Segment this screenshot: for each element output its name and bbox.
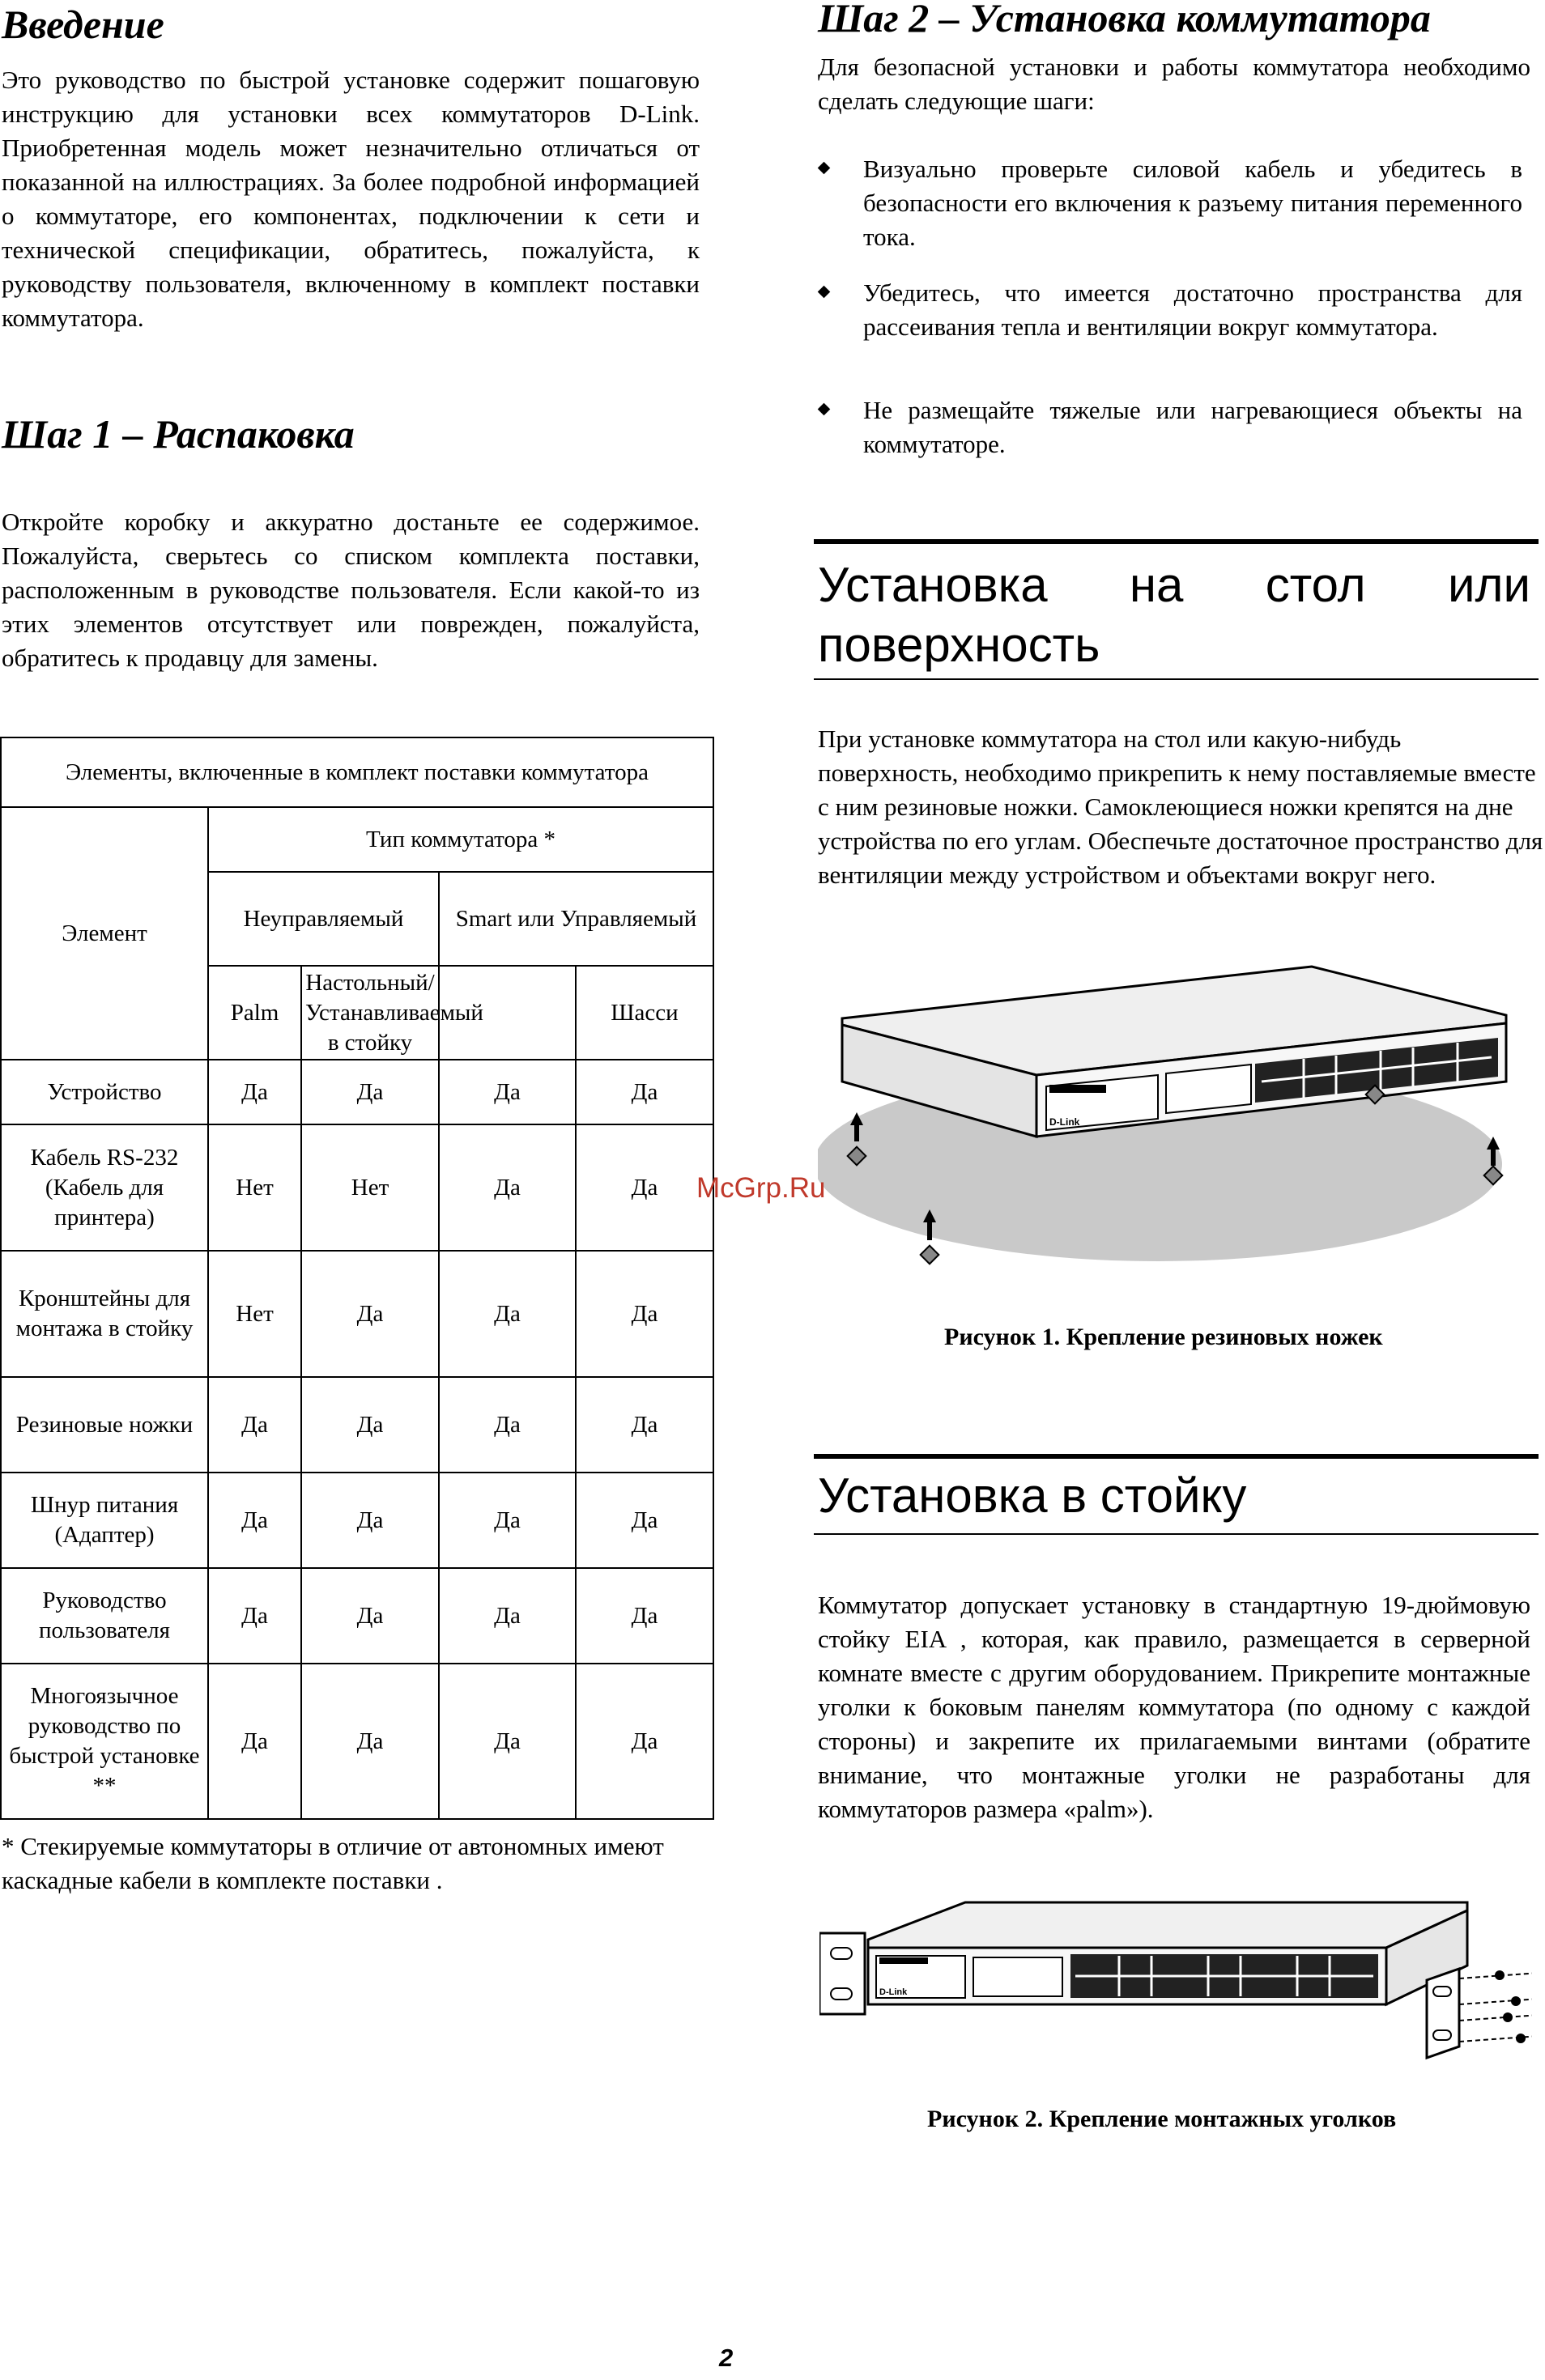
intro-paragraph: Это руководство по быстрой установке содержит пошаговую инструкцию для установки всех коммутаторов D-Link. Приобретенная модель может незначительно отличаться от показанной на иллюстрациях. За более подробной информацией о коммутаторе, его компонентах, подключении к сети и технической спецификации, обратитесь, пожалуйста, к руководству пользователя, включенному в комплект поставки коммутатора. — [2, 66, 700, 332]
table-row — [1, 1473, 713, 1568]
table-cell: Да — [576, 1568, 713, 1664]
switch-blank-panel — [973, 1957, 1062, 1996]
col-smart-header: Smart или Управляемый — [439, 872, 713, 966]
row-label: Устройство — [1, 1060, 208, 1124]
table-cell: Да — [208, 1377, 301, 1473]
switch-blank-panel — [1166, 1065, 1251, 1113]
rack-bracket-right — [1427, 1969, 1459, 2058]
step1-heading: Шаг 1 – Распаковка — [2, 411, 355, 457]
row-label: Кронштейны для монтажа в стойку — [1, 1251, 208, 1377]
table-cell: Да — [439, 1568, 576, 1664]
table-cell: Да — [301, 1060, 439, 1124]
screw-icon — [1495, 1970, 1526, 2043]
section-rule-top — [814, 1454, 1539, 1459]
step2-heading: Шаг 2 – Установка коммутатора — [818, 0, 1431, 40]
row-label: Руководство пользователя — [1, 1568, 208, 1664]
table-cell: Да — [439, 1664, 576, 1819]
table-cell: Да — [439, 1124, 576, 1251]
row-label: Многоязычное руководство по быстрой установке ** — [1, 1664, 208, 1819]
table-cell: Да — [301, 1568, 439, 1664]
figure1-desk-install — [818, 946, 1530, 1286]
col-element-header: Элемент — [1, 807, 208, 1060]
watermark: McGrp.Ru — [696, 1172, 826, 1204]
rack-bracket-left — [819, 1933, 865, 2014]
table-cell: Нет — [208, 1251, 301, 1377]
table-title: Элементы, включенные в комплект поставки коммутатора — [1, 737, 713, 807]
table-cell: Да — [208, 1664, 301, 1819]
table-cell: Да — [439, 1473, 576, 1568]
screw-guide-lines — [1459, 1969, 1532, 2042]
diamond-bullet-icon — [818, 286, 831, 299]
table-row — [1, 1568, 713, 1664]
table-cell: Да — [576, 1124, 713, 1251]
desk-paragraph: При установке коммутатора на стол или какую-нибудь поверхность, необходимо прикрепить к нему поставляемые вместе с ним резиновые ножки. Самоклеющиеся ножки крепятся на дне устройства по его углам. Обеспечьте достаточное пространство для вентиляции между устройством и объектами вокруг него. — [818, 725, 1543, 889]
table-cell: Да — [301, 1377, 439, 1473]
bullet-item: Не размещайте тяжелые или нагревающиеся объекты на коммутаторе. — [819, 393, 1522, 461]
switch-model-label — [1049, 1085, 1106, 1093]
page-number: 2 — [719, 2344, 734, 2372]
col-palm-header: Palm — [208, 966, 301, 1060]
rack-paragraph: Коммутатор допускает установку в стандартную 19-дюймовую стойку EIA , которая, как правило, размещается в серверной комнате вместе с другим оборудованием. Прикрепите монтажные уголки к боковым панелям коммутатора (по одному с каждой стороны) и закрепите их прилагаемыми винтами (обратите внимание, что монтажные уголки не разработаны для коммутаторов размера «palm»). — [818, 1591, 1530, 1823]
table-cell: Нет — [208, 1124, 301, 1251]
table-cell: Да — [576, 1473, 713, 1568]
table-cell: Да — [439, 1251, 576, 1377]
table-cell: Да — [576, 1377, 713, 1473]
col-unmanaged-header: Неуправляемый — [208, 872, 439, 966]
table-cell: Да — [576, 1664, 713, 1819]
section-rule-top — [814, 539, 1539, 544]
figure2-rack-install — [819, 1891, 1532, 2085]
row-label: Кабель RS-232 (Кабель для принтера) — [1, 1124, 208, 1251]
table-title-row — [1, 737, 713, 807]
diamond-bullet-icon — [818, 162, 831, 175]
table-cell: Нет — [301, 1124, 439, 1251]
kit-contents-table — [0, 737, 714, 1820]
table-row — [1, 1664, 713, 1819]
col-desktop-header: Настольный/ Устанавливаемый в стойку — [301, 966, 439, 1060]
switch-top-panel — [868, 1902, 1467, 1948]
table-cell: Да — [439, 1060, 576, 1124]
table-header-row — [1, 807, 713, 872]
switch-brand-label: D-Link — [879, 1987, 908, 1997]
table-cell: Да — [439, 1377, 576, 1473]
bullet-item: Убедитесь, что имеется достаточно пространства для рассеивания тепла и вентиляции вокруг коммутатора. — [819, 276, 1522, 344]
rack-title: Установка в стойку — [818, 1468, 1247, 1523]
diamond-bullet-icon — [818, 403, 831, 416]
table-row — [1, 1377, 713, 1473]
figure2-caption: Рисунок 2. Крепление монтажных уголков — [927, 2106, 1397, 2132]
figure1-caption: Рисунок 1. Крепление резиновых ножек — [944, 1324, 1383, 1350]
table-row — [1, 1251, 713, 1377]
section-rule-bottom — [814, 1533, 1539, 1535]
table-cell: Да — [576, 1060, 713, 1124]
section-rule-bottom — [814, 678, 1539, 680]
col-chassis-header: Шасси — [576, 966, 713, 1060]
step1-paragraph: Откройте коробку и аккуратно достаньте ее содержимое. Пожалуйста, сверьтесь со списком комплекта поставки, расположенным в руководстве пользователя. Если какой-то из этих элементов отсутствует или поврежден, пожалуйста, обратитесь к продавцу для замены. — [2, 508, 700, 672]
desk-title-text: Установка на стол или поверхность — [818, 558, 1530, 672]
col-type-header: Тип коммутатора * — [208, 807, 713, 872]
table-row — [1, 1124, 713, 1251]
table-cell: Да — [301, 1251, 439, 1377]
row-label: Шнур питания (Адаптер) — [1, 1473, 208, 1568]
step2-paragraph: Для безопасной установки и работы коммутатора необходимо сделать следующие шаги: — [818, 53, 1530, 115]
table-cell: Да — [208, 1473, 301, 1568]
switch-model-label — [879, 1957, 928, 1964]
table-footnote: * Стекируемые коммутаторы в отличие от автономных имеют каскадные кабели в комплекте поставки . — [2, 1832, 664, 1894]
row-label: Резиновые ножки — [1, 1377, 208, 1473]
table-cell: Да — [208, 1060, 301, 1124]
desk-title — [818, 555, 1530, 675]
table-cell: Да — [576, 1251, 713, 1377]
table-row — [1, 1060, 713, 1124]
intro-heading: Введение — [2, 2, 164, 47]
switch-brand-label: D-Link — [1049, 1116, 1080, 1128]
bullet-item: Визуально проверьте силовой кабель и убедитесь в безопасности его включения к разъему питания переменного тока. — [819, 152, 1522, 254]
table-cell: Да — [301, 1664, 439, 1819]
table-cell: Да — [208, 1568, 301, 1664]
table-cell: Да — [301, 1473, 439, 1568]
